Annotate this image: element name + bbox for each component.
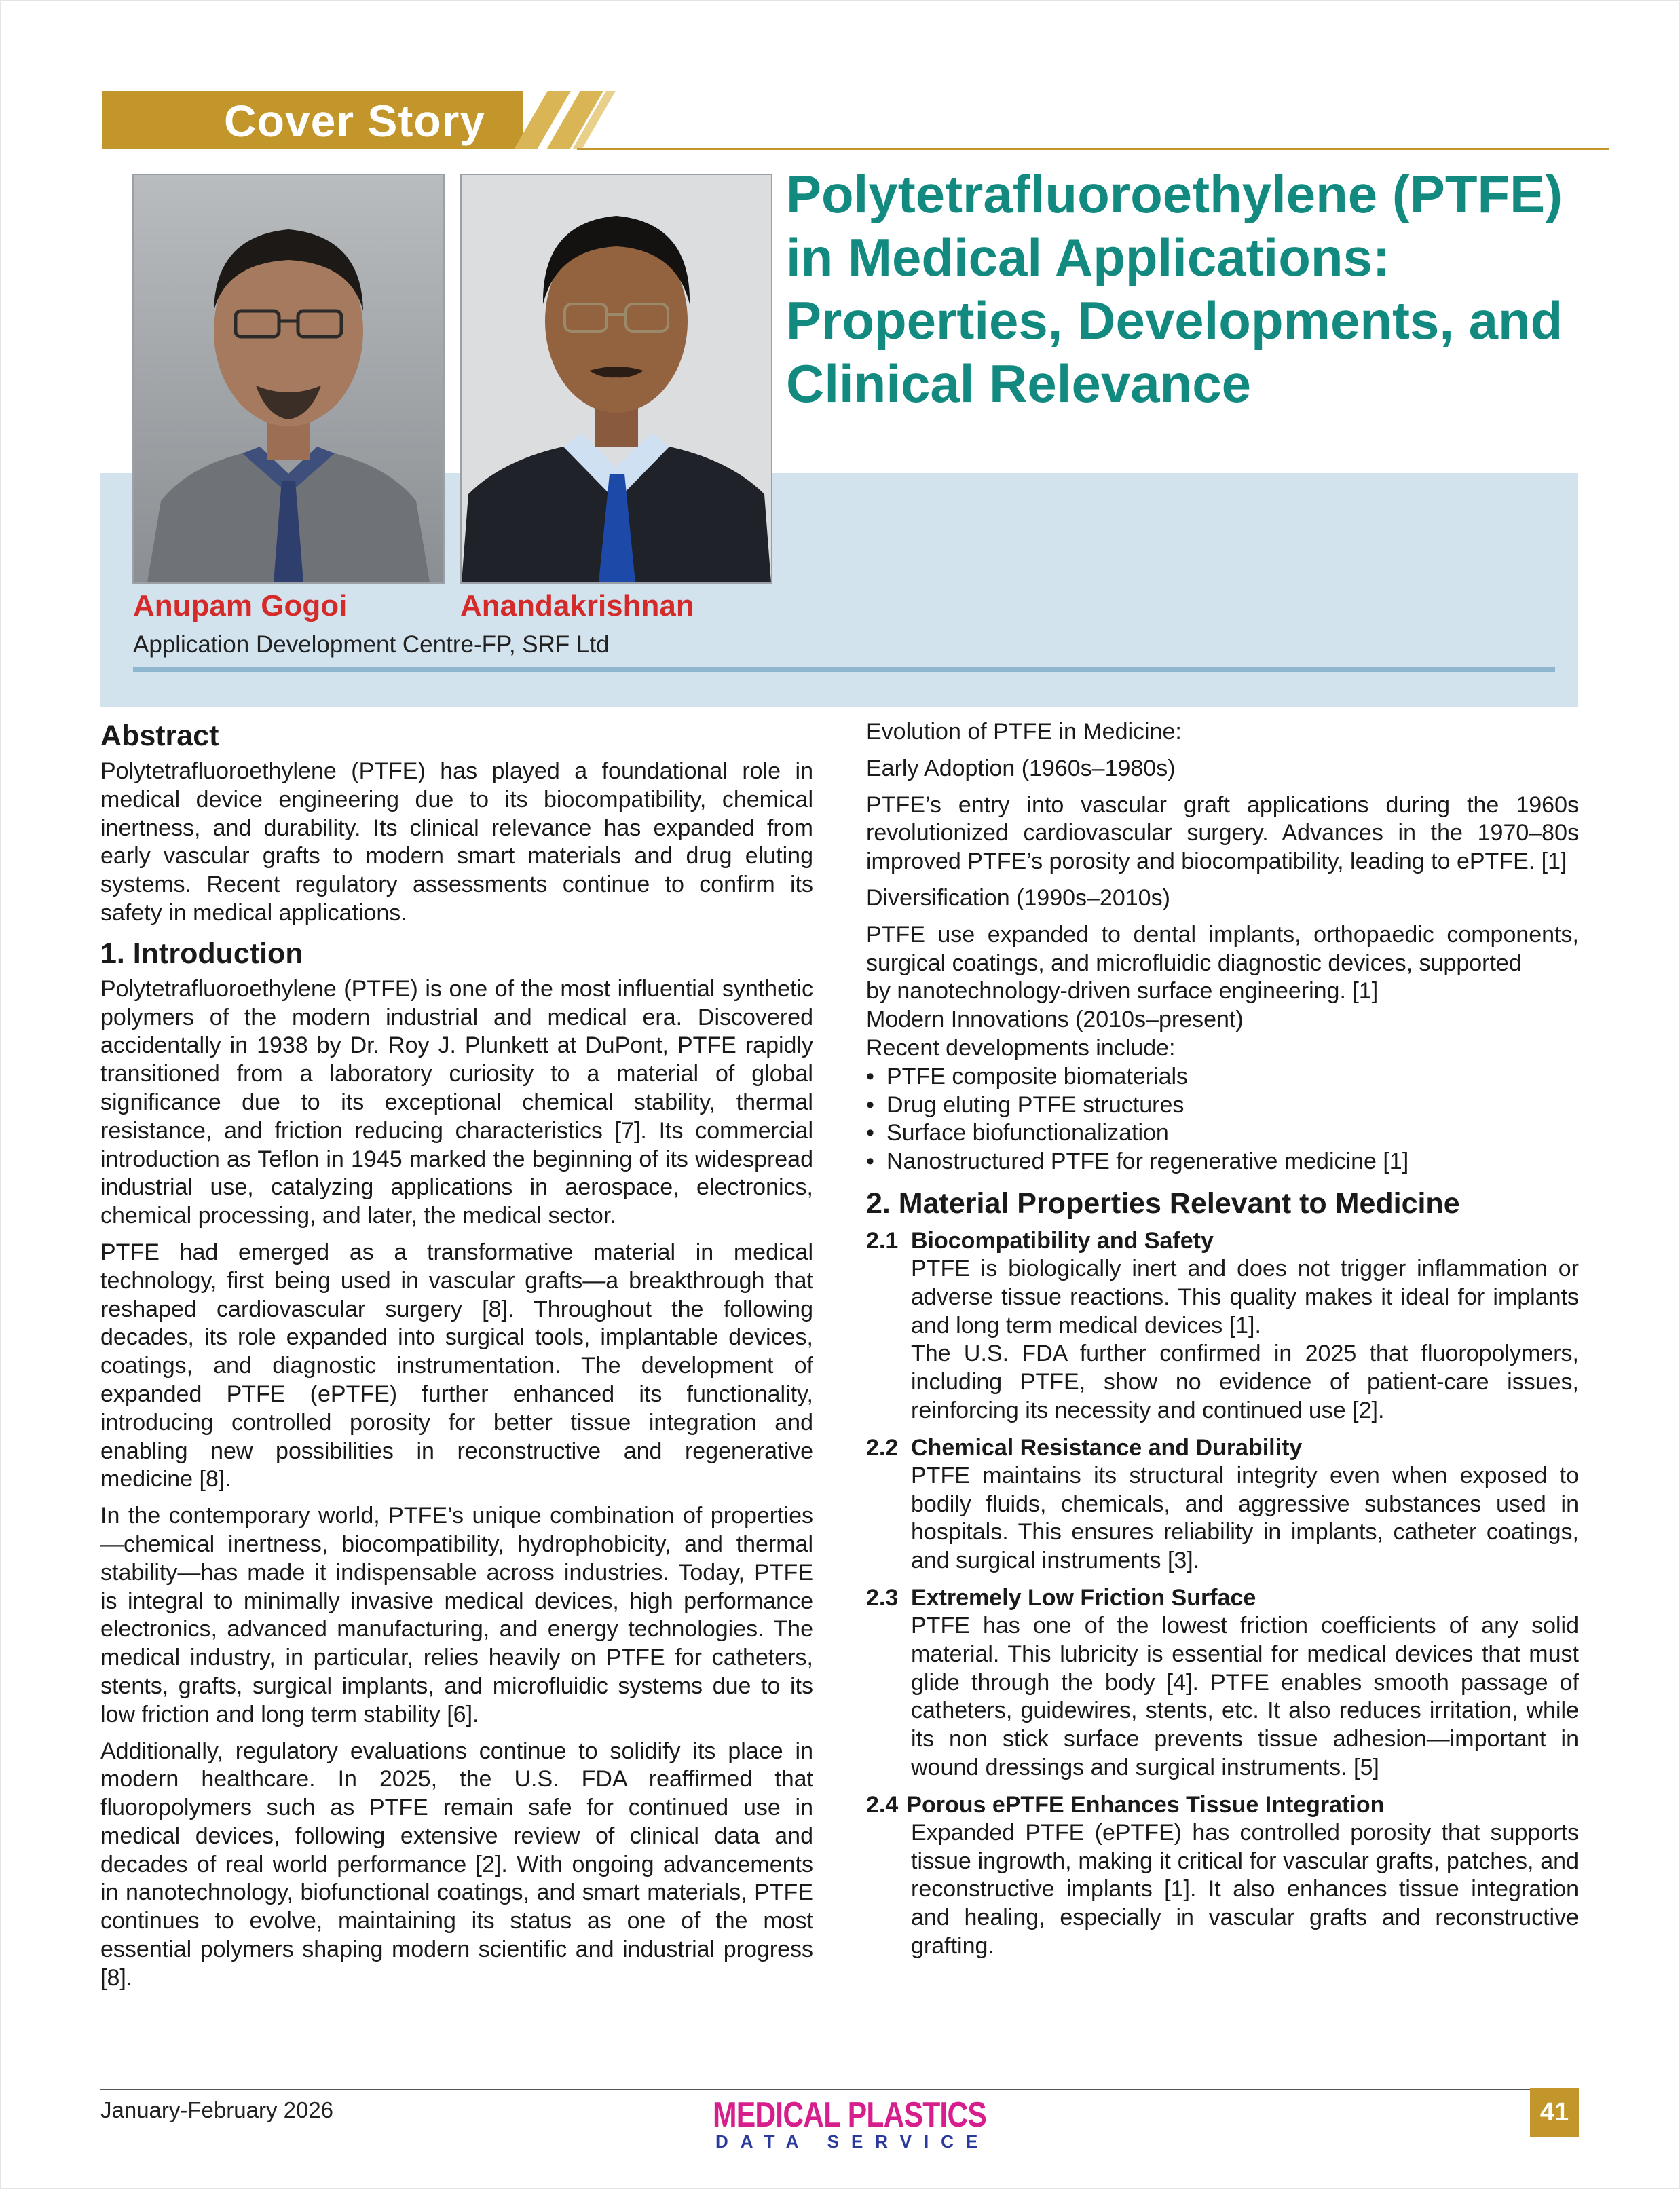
publication-logo-subtitle: DATA SERVICE [715,2131,990,2152]
subsection-number: 2.2 [866,1434,899,1461]
subsection-paragraph: The U.S. FDA further confirmed in 2025 that fluoropolymers, including PTFE, show no evidence of patient-care issues, reinforcing its necessity and continued use [2]. [911,1341,1579,1423]
diversification-heading: Diversification (1990s–2010s) [866,884,1170,911]
subsection-label: Porous ePTFE Enhances Tissue Integration [906,1791,1385,1818]
modern-innovations-intro: Recent developments include: [866,1034,1176,1061]
author-name: Anupam Gogoi [133,589,348,622]
author-photo-1 [132,174,445,584]
header-rule [577,148,1609,150]
subsection-title [866,1227,1579,1255]
diversification-text: PTFE use expanded to dental implants, orthopaedic components, surgical coatings, and microfluidic diagnostic devices, supported [866,921,1579,976]
intro-paragraph: PTFE had emerged as a transformative material in medical technology, first being used in vascular grafts—a breakthrough that reshaped cardiovascular surgery [8]. Throughout the following decades, its role expanded into surgical tools, implantable devices, coatings, and diagnostic instrumentation. The development of expanded PTFE (ePTFE) further enhanced its functionality, introducing controlled porosity for better tissue integration and enabling new possibilities in reconstructive and regenerative medicine [8]. [100,1239,813,1493]
subsection-number: 2.3 [866,1584,899,1611]
subsection-paragraph: PTFE maintains its structural integrity even when exposed to bodily fluids, chemicals, and aggressive substances used in hospitals. This ensures reliability in implants, catheter coatings, and surgical instruments [3]. [911,1462,1579,1574]
abstract-heading: Abstract [100,719,219,752]
publication-logo: MEDICAL PLASTICS [713,2095,987,2135]
list-item: • Nanostructured PTFE for regenerative medicine [1] [866,1148,1579,1176]
subsection-title [866,1584,1579,1612]
intro-paragraph: In the contemporary world, PTFE’s unique combination of properties—chemical inertness, biocompatibility, hydrophobicity, and thermal stability—has made it indispensable across industries. Today, PTFE is integral to minimally invasive medical devices, high performance electronics, advanced manufacturing, and energy technologies. The medical industry, in particular, relies heavily on PTFE for catheters, stents, grafts, surgical implants, and microfluidic systems due to its low friction and long term stability [6]. [100,1503,813,1727]
subsection-paragraph: PTFE has one of the lowest friction coefficients of any solid material. This lubricity is essential for medical devices that must glide through the body [4]. PTFE enables smooth passage of catheters, guidewires, stents, etc. It also reduces irritation, while its non stick surface prevents tissue adhesion—important in wound dressings and surgical instruments. [5] [911,1612,1579,1780]
author-photo-2 [460,174,772,584]
footer-rule [100,2089,1578,2090]
intro-paragraph: Additionally, regulatory evaluations continue to solidify its place in modern healthcare. In 2025, the U.S. FDA reaffirmed that fluoropolymers such as PTFE remain safe for continued use in medical devices, following extensive review of clinical data and decades of real world performance [2]. With ongoing advancements in nanotechnology, biofunctional coatings, and smart materials, PTFE continues to evolve, maintaining its status as one of the most essential polymers shaping modern scientific and industrial progress [8]. [100,1738,813,1991]
subsection-title [866,1434,1579,1462]
subsection-paragraph: PTFE is biologically inert and does not trigger inflammation or adverse tissue reactions. This quality makes it ideal for implants and long term medical devices [1]. [911,1255,1579,1339]
section-label: Cover Story [224,96,486,146]
subsection-label: Biocompatibility and Safety [911,1227,1214,1254]
subsection-number: 2.1 [866,1227,899,1254]
list-item: • Surface biofunctionalization [866,1119,1579,1148]
subsection-number: 2.4 [866,1791,899,1818]
modern-innovations-list [866,1063,1579,1176]
abstract-text: Polytetrafluoroethylene (PTFE) has played a foundational role in medical device engineering due to its biocompatibility, chemical inertness, and durability. Its clinical relevance has expanded from early vascular grafts to modern smart materials and drug eluting systems. Recent regulatory assessments continue to confirm its safety in medical applications. [100,758,813,926]
list-item: • PTFE composite biomaterials [866,1063,1579,1091]
author-affiliation: Application Development Centre-FP, SRF Ltd [133,631,610,658]
early-adoption-heading: Early Adoption (1960s–1980s) [866,755,1176,781]
intro-paragraph: Polytetrafluoroethylene (PTFE) is one of the most influential synthetic polymers of the modern industrial and medical era. Discovered accidentally in 1938 by Dr. Roy J. Plunkett at DuPont, PTFE rapidly transitioned from a laboratory curiosity to a material of global significance due to its exceptional chemical stability, thermal resistance, and friction reducing characteristics [7]. Its commercial introduction as Teflon in 1945 marked the beginning of its widespread industrial use, catalyzing applications in aerospace, electronics, chemical processing, and later, the medical sector. [100,975,813,1229]
right-column [866,718,1579,1969]
subsection-title [866,1791,1579,1819]
page-number: 41 [1530,2088,1579,2137]
left-column [100,718,813,2001]
introduction-heading: 1. Introduction [100,937,303,970]
subsection-label: Extremely Low Friction Surface [911,1584,1256,1611]
properties-heading: 2. Material Properties Relevant to Medicine [866,1186,1460,1220]
modern-innovations-heading: Modern Innovations (2010s–present) [866,1007,1244,1033]
subsection-paragraph: Expanded PTFE (ePTFE) has controlled porosity that supports tissue ingrowth, making it critical for vascular grafts, patches, and reconstructive implants [1]. It also enhances tissue integration and healing, especially in vascular grafts and reconstructive grafting. [911,1819,1579,1959]
author-name: Anandakrishnan [460,589,694,622]
list-item: • Drug eluting PTFE structures [866,1091,1579,1120]
article-title: Polytetrafluoroethylene (PTFE) in Medical Applications: Properties, Developments, and Clinical Relevance [786,164,1563,413]
early-adoption-text: PTFE’s entry into vascular graft applications during the 1960s revolutionized cardiovascular surgery. Advances in the 1970–80s improved PTFE’s porosity and biocompatibility, leading to ePTFE. [1] [866,791,1579,875]
diversification-text-continued: by nanotechnology-driven surface engineering. [1] [866,978,1379,1005]
band-rule [133,667,1555,672]
evolution-heading: Evolution of PTFE in Medicine: [866,719,1182,745]
subsection-label: Chemical Resistance and Durability [911,1434,1303,1461]
issue-date: January-February 2026 [100,2097,334,2122]
